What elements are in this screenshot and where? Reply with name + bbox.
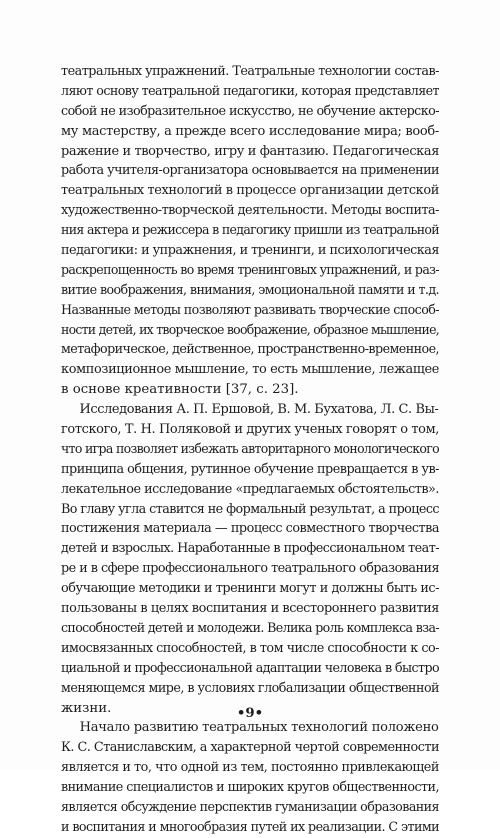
text-line: меняющемся мире, в условиях глобализации общественной [61, 680, 439, 696]
body-text [61, 62, 439, 838]
text-line: К. С. Станиславским, а характерной чертой современности [61, 740, 439, 756]
text-line: в основе креативности [37, с. 23]. [61, 382, 299, 398]
text-line: ности детей, их творческое воображение, образное мышление, [61, 322, 439, 338]
text-line: детей и взрослых. Наработанные в профессиональном теат- [61, 541, 439, 557]
text-line: жизни. [61, 700, 112, 716]
text-line: художественно-творческой деятельности. Методы воспита- [61, 203, 439, 219]
text-line: Во главу угла ставится не формальный результат, а процесс [61, 501, 439, 517]
text-line: ляют основу театральной педагогики, которая представляет [61, 83, 439, 99]
text-line: циальной и профессиональной адаптации человека в быстро [61, 660, 439, 676]
text-line: постижения материала — процесс совместного творчества [61, 521, 439, 537]
text-line: ния актера и режиссера в педагогику пришли из театральной [61, 223, 439, 239]
text-line: витие воображения, внимания, эмоциональной памяти и т.д. [61, 282, 439, 298]
text-line: метафорическое, действенное, пространственно-временное, [61, 342, 439, 358]
text-line: педагогики: и упражнения, и тренинги, и психологическая [61, 243, 439, 259]
text-line: му мастерству, а прежде всего исследование мира; вооб- [61, 123, 439, 139]
text-line: ражение и творчество, игру и фантазию. Педагогическая [61, 143, 439, 159]
text-line: лекательное исследование «предлагаемых обстоятельств». [61, 481, 439, 497]
text-line: театральных технологий в процессе организации детской [61, 183, 439, 199]
text-line: Названные методы позволяют развивать творческие способ- [61, 302, 439, 318]
text-line: Начало развитию театральных технологий положено [79, 720, 439, 736]
text-line: имосвязанных способностей, в том числе способности к со- [61, 640, 439, 656]
text-line: и воспитания и многообразия путей их реализации. С этими [61, 819, 439, 835]
text-line: готского, Т. Н. Поляковой и других ученых говорят о том, [61, 422, 439, 438]
text-line: является и то, что одной из тем, постоянно привлекающей [61, 760, 439, 776]
text-line: принципа общения, рутинное обучение превращается в ув- [61, 461, 439, 477]
text-line: пользованы в целях воспитания и всестороннего развития [61, 601, 439, 617]
text-line: внимание специалистов и широких кругов общественности, [61, 780, 439, 796]
text-line: что игра позволяет избежать авторитарного монологического [61, 441, 439, 457]
text-line: обучающие методики и тренинги могут и должны быть ис- [61, 581, 439, 597]
text-line: работа учителя-организатора основывается на применении [61, 163, 439, 179]
text-line: композиционное мышление, то есть мышление, лежащее [61, 362, 439, 378]
text-line: ре и в сфере профессионального театрального образования [61, 561, 439, 577]
text-line: способностей детей и молодежи. Велика роль комплекса вза- [61, 620, 439, 636]
text-line: является обсуждение перспектив гуманизации образования [61, 799, 439, 815]
page-number: •9• [236, 706, 264, 721]
text-line: собой не изобразительное искусство, не обучение актерско- [61, 103, 439, 119]
text-line: Исследования А. П. Ершовой, В. М. Бухатова, Л. С. Вы- [79, 402, 439, 418]
text-line: театральных упражнений. Театральные технологии состав- [61, 64, 439, 79]
text-line: раскрепощенность во время тренинговых упражнений, и раз- [61, 262, 439, 278]
